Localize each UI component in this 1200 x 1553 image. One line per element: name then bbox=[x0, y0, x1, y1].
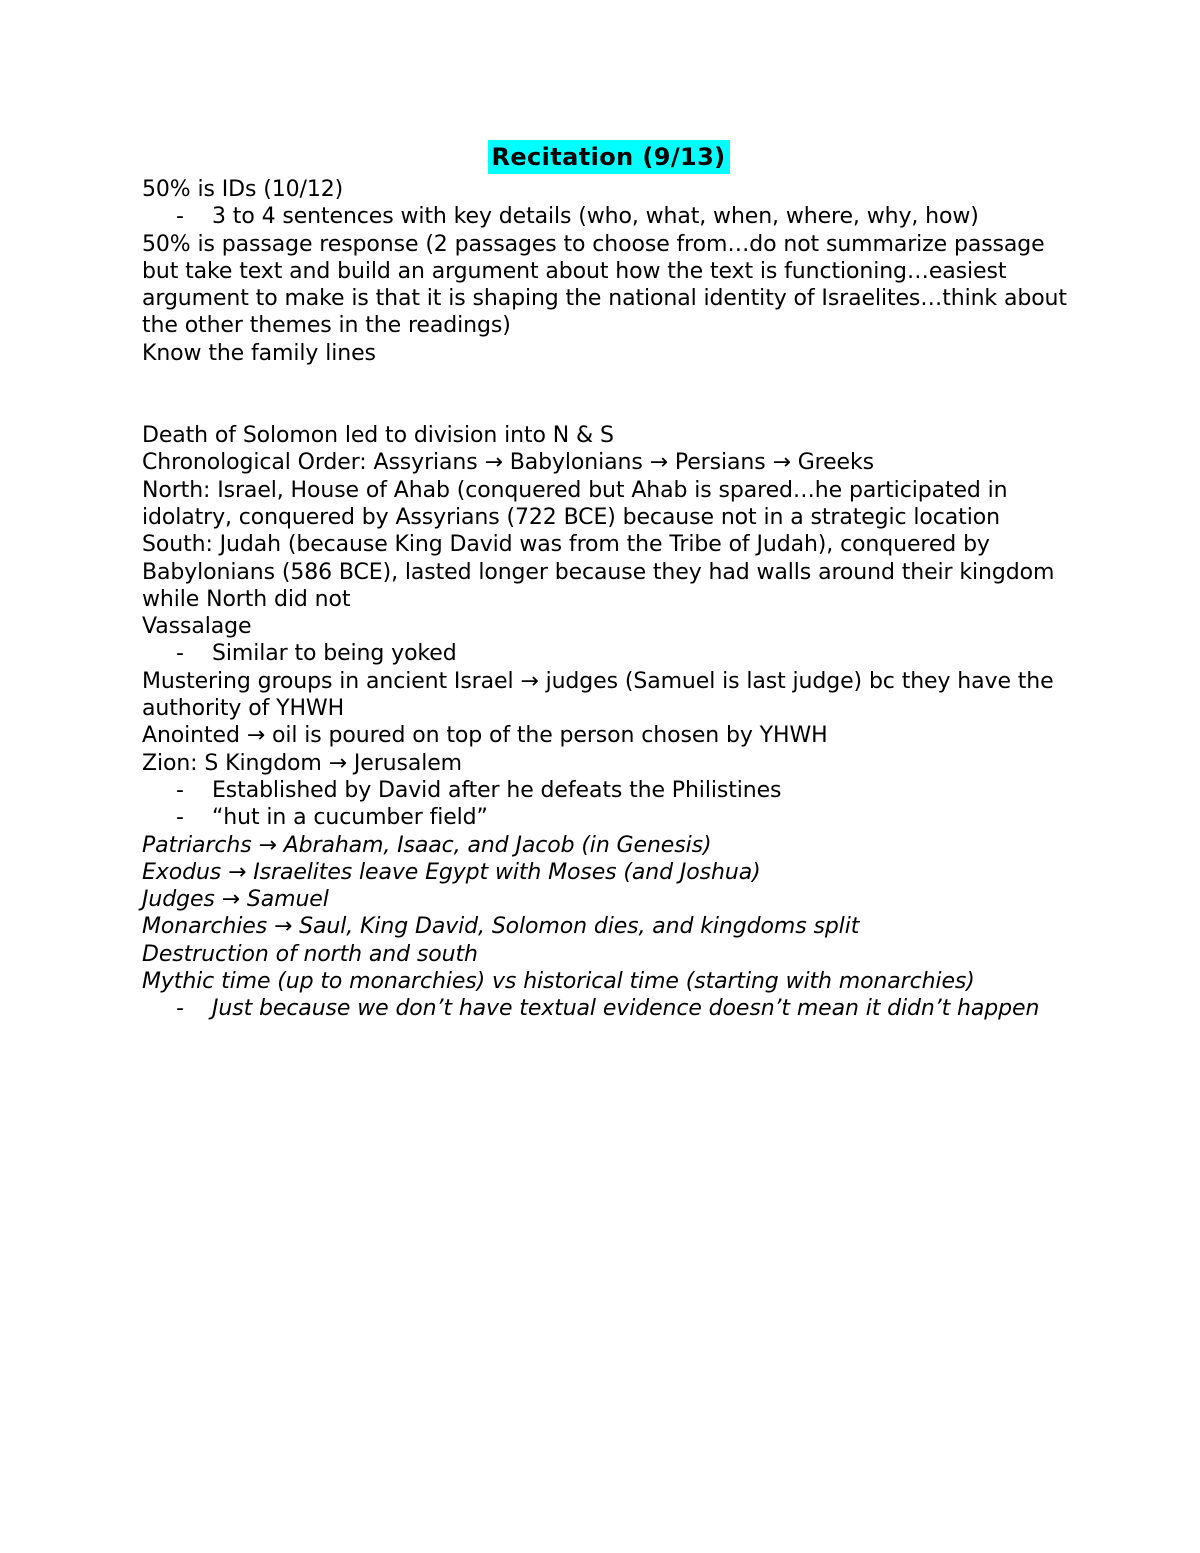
title-row bbox=[146, 140, 1072, 176]
chronological-order-line: Chronological Order: Assyrians → Babylonians → Persians → Greeks bbox=[142, 450, 874, 476]
exodus-line: Exodus → Israelites leave Egypt with Moses (and Joshua) bbox=[142, 859, 761, 885]
mustering-line: Mustering groups in ancient Israel → judges (Samuel is last judge) bc they have the authority of YHWH bbox=[142, 668, 1061, 722]
destruction-line: Destruction of north and south bbox=[142, 941, 478, 967]
zion-bullet-1-text: Established by David after he defeats the Philistines bbox=[212, 777, 782, 803]
zion-bullet-2-text: “hut in a cucumber field” bbox=[212, 805, 488, 831]
bullet-dash: - bbox=[176, 641, 184, 667]
zion-bullet-2 bbox=[142, 804, 1072, 831]
bullet-dash: - bbox=[176, 204, 184, 230]
patriarchs-line: Patriarchs → Abraham, Isaac, and Jacob (in Genesis) bbox=[142, 832, 712, 858]
anointed-line: Anointed → oil is poured on top of the person chosen by YHWH bbox=[142, 723, 828, 749]
vassalage-bullet-text: Similar to being yoked bbox=[212, 641, 457, 667]
monarchies-line: Monarchies → Saul, King David, Solomon dies, and kingdoms split bbox=[142, 914, 860, 940]
bullet-dash: - bbox=[176, 996, 184, 1022]
document-page bbox=[142, 140, 1072, 1023]
page-title: Recitation (9/13) bbox=[488, 140, 729, 174]
south-line: South: Judah (because King David was from the Tribe of Judah), conquered by Babylonians (586 BCE), lasted longer because they had walls around their kingdom while North did not bbox=[142, 532, 1062, 612]
death-of-solomon-line: Death of Solomon led to division into N & S bbox=[142, 423, 614, 449]
bullet-dash: - bbox=[176, 805, 184, 831]
zion-bullet-1 bbox=[142, 777, 1072, 804]
ids-bullet bbox=[142, 203, 1072, 230]
paragraph-gap bbox=[142, 367, 1072, 422]
mythic-time-line: Mythic time (up to monarchies) vs historical time (starting with monarchies) bbox=[142, 969, 975, 995]
north-line: North: Israel, House of Ahab (conquered but Ahab is spared…he participated in idolatry, conquered by Assyrians (722 BCE) because not in a strategic location bbox=[142, 477, 1015, 530]
zion-line: Zion: S Kingdom → Jerusalem bbox=[142, 750, 463, 776]
vassalage-line: Vassalage bbox=[142, 614, 252, 640]
mythic-bullet bbox=[142, 995, 1072, 1022]
judges-line: Judges → Samuel bbox=[142, 887, 329, 913]
mythic-bullet-text: Just because we don’t have textual evidence doesn’t mean it didn’t happen bbox=[212, 996, 1040, 1022]
vassalage-bullet bbox=[142, 640, 1072, 667]
passage-response-line: 50% is passage response (2 passages to choose from…do not summarize passage but take text and build an argument about how the text is functioning…easiest argument to make is that it is shaping the national identity of Israelites…think about the other themes in the readings) bbox=[142, 231, 1074, 339]
ids-line: 50% is IDs (10/12) bbox=[142, 177, 344, 202]
bullet-dash: - bbox=[176, 777, 184, 803]
ids-bullet-text: 3 to 4 sentences with key details (who, what, when, where, why, how) bbox=[212, 204, 979, 230]
family-lines-line: Know the family lines bbox=[142, 340, 376, 366]
